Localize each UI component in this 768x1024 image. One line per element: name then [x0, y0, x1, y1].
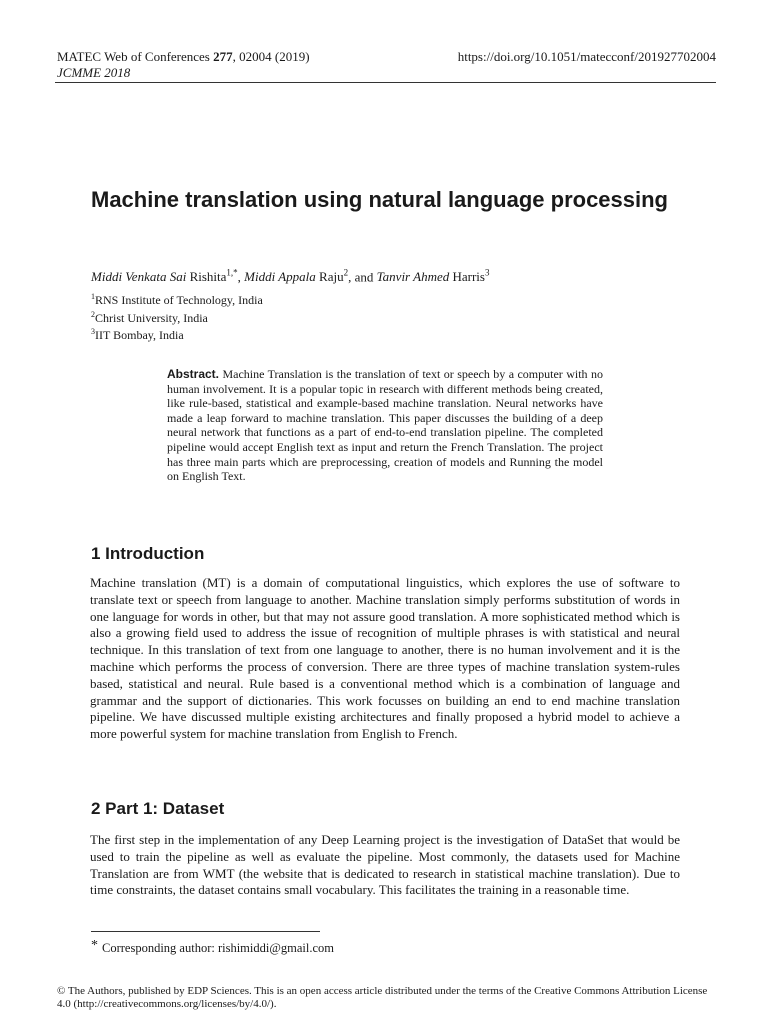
journal-citation: MATEC Web of Conferences 277, 02004 (2019)	[57, 49, 310, 64]
conference-name: JCMME 2018	[57, 65, 131, 80]
section-text-introduction: Machine translation (MT) is a domain of computational linguistics, which explores the use of software to translate text or speech from language to another. Machine translation simply performs substitution of words in one language for words in other, but that may not assure good translation. A more sophisticated method which is also a growing field used to address the issue of recognition of multiple phrases is with statistical and neural technique. In this translation of text from one language to another, there is no human involvement and it is the machine which performs the process of conversion. There are three types of machine translation system-rules based, statistical and neural. Rule based is a conventional method which is a combination of language and grammar and the support of dictionaries. This work focusses on building an end to end machine translation pipeline. We have discussed multiple existing architectures and finally proposed a hybrid model to achieve a more powerful system for machine translation from English to French.	[90, 575, 680, 742]
running-header-citation	[57, 49, 310, 81]
affiliation-list	[91, 290, 263, 343]
footnote-marker: *	[91, 938, 98, 953]
abstract-text: Machine Translation is the translation of text or speech by a computer with no human involvement. It is a popular topic in research with different methods being created, like rule-based, statistical and example-based machine translation. Neural networks have made a leap forward to machine translation. This paper discusses the building of a deep neural network that functions as a part of end-to-end translation pipeline. The completed pipeline would accept English text as input and return the French Translation. The project has three main parts which are preprocessing, creation of models and Running the model on English Text.	[167, 367, 603, 484]
author-list: Middi Venkata Sai Rishita$^{1,*}$, Middi Appala Raju$^2$, and Tanvir Ahmed Harris$^3$	[91, 268, 490, 285]
volume-number: 277	[213, 49, 233, 64]
section-text-dataset: The first step in the implementation of any Deep Learning project is the investigation of DataSet that would be used to train the pipeline as well as evaluate the pipeline. Most commonly, the datasets used for Machine Translation are from WMT (the website that is dedicated to research in statistical machine translation). Due to time constraints, the dataset contains small vocabulary. This facilitates the training in a reasonable time.	[90, 832, 680, 898]
license-notice: © The Authors, published by EDP Sciences. This is an open access article distributed under the terms of the Creative Commons Attribution License 4.0 (http://creativecommons.org/licenses/by/4.0/).	[57, 985, 708, 1010]
section-heading-dataset: 2 Part 1: Dataset	[91, 799, 225, 818]
header-divider	[55, 82, 716, 83]
section-heading-introduction: 1 Introduction	[91, 544, 205, 563]
author: Middi Venkata Sai Rishita$^{1,*}$	[91, 268, 238, 285]
footnote-divider	[91, 931, 320, 932]
corresponding-author: Corresponding author: rishimiddi@gmail.com	[102, 941, 334, 955]
abstract	[167, 367, 603, 484]
doi-link[interactable]: https://doi.org/10.1051/matecconf/201927702004	[457, 49, 716, 64]
author: Tanvir Ahmed Harris$^3$	[376, 268, 490, 285]
abstract-label: Abstract.	[167, 367, 220, 381]
paper-title: Machine translation using natural language processing	[91, 187, 668, 212]
author: Middi Appala Raju$^2$	[244, 268, 349, 285]
affiliation: $^2$Christ University, India	[91, 309, 208, 325]
affiliation: $^1$RNS Institute of Technology, India	[91, 292, 263, 307]
affiliation: $^3$IIT Bombay, India	[91, 327, 184, 342]
footnote	[91, 940, 334, 957]
